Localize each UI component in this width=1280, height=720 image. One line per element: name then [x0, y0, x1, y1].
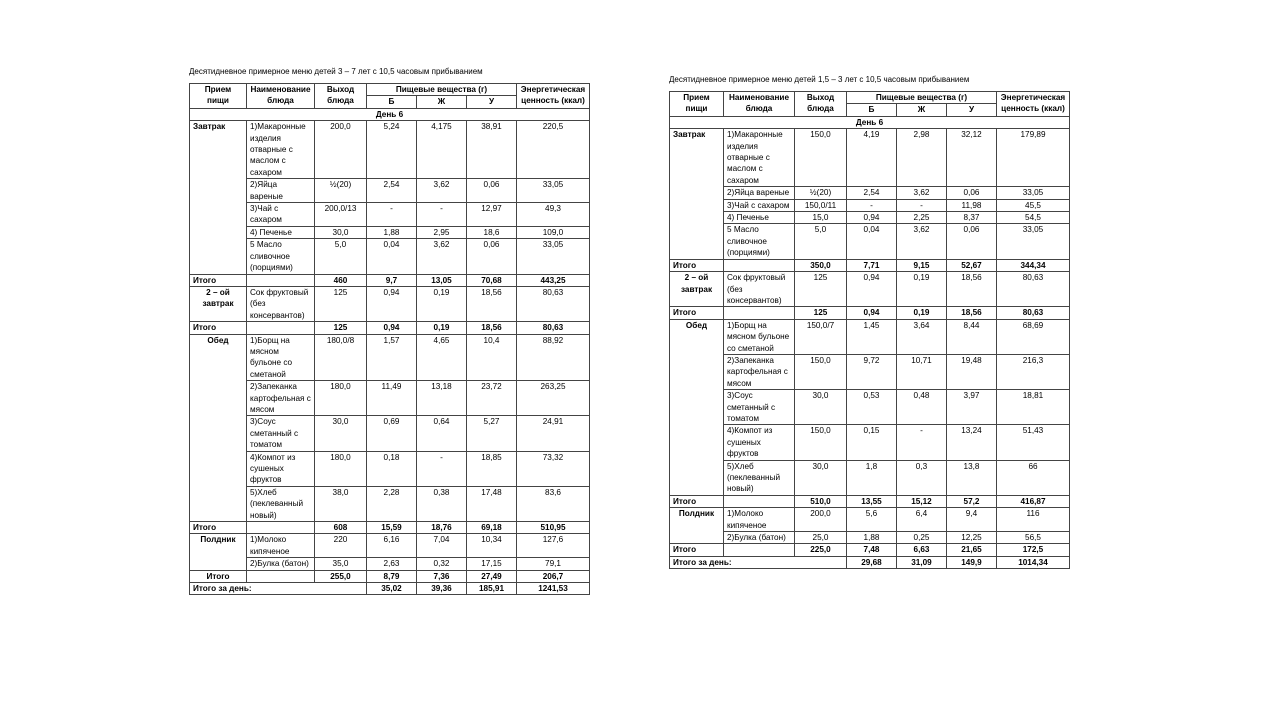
carbs-cell: 13,24 [947, 425, 997, 460]
menu-table-body [190, 108, 590, 595]
dish-name-cell: Сок фруктовый (без консервантов) [724, 272, 795, 307]
total-label: Итого [190, 570, 247, 582]
menu-row [670, 129, 1070, 187]
energy-cell: 45,5 [997, 199, 1070, 211]
energy-cell: 416,87 [997, 495, 1070, 507]
total-label: Итого за день: [190, 583, 367, 595]
protein-cell: 11,49 [367, 381, 417, 416]
energy-cell: 66 [997, 460, 1070, 495]
protein-cell: - [847, 199, 897, 211]
dish-name-cell: 5)Хлеб (пеклеванный новый) [724, 460, 795, 495]
fat-cell: 0,25 [897, 532, 947, 544]
yield-cell: ½(20) [315, 179, 367, 203]
dish-name-cell: 2)Яйца вареные [247, 179, 315, 203]
fat-cell: 15,12 [897, 495, 947, 507]
menu-row [190, 121, 590, 179]
yield-cell: 30,0 [795, 390, 847, 425]
fat-cell: 4,175 [417, 121, 467, 179]
protein-cell: 0,18 [367, 451, 417, 486]
energy-cell: 83,6 [517, 486, 590, 521]
protein-cell: 9,7 [367, 274, 417, 286]
yield-cell: 255,0 [315, 570, 367, 582]
protein-cell: 1,8 [847, 460, 897, 495]
header-meal: Прием пищи [190, 84, 247, 109]
total-label: Итого за день: [670, 556, 847, 568]
fat-cell: 31,09 [897, 556, 947, 568]
carbs-cell: 0,06 [947, 224, 997, 259]
header-nutrients: Пищевые вещества (г) [847, 92, 997, 104]
dish-name-cell: 1)Макаронные изделия отварные с маслом с сахаром [724, 129, 795, 187]
menu-table [669, 91, 1070, 569]
carbs-cell: 17,15 [467, 558, 517, 570]
menu-row [670, 425, 1070, 460]
empty-cell [724, 259, 795, 271]
header-fat: Ж [897, 104, 947, 116]
protein-cell: 0,69 [367, 416, 417, 451]
carbs-cell: 0,06 [467, 179, 517, 203]
carbs-cell: 149,9 [947, 556, 997, 568]
protein-cell: 0,15 [847, 425, 897, 460]
meal-total-row [190, 274, 590, 286]
fat-cell: 2,98 [897, 129, 947, 187]
fat-cell: - [897, 425, 947, 460]
total-label: Итого [670, 307, 724, 319]
yield-cell: 180,0 [315, 381, 367, 416]
dish-name-cell: 3)Чай с сахаром [247, 203, 315, 227]
energy-cell: 220,5 [517, 121, 590, 179]
protein-cell: 2,63 [367, 558, 417, 570]
energy-cell: 56,5 [997, 532, 1070, 544]
menu-panel-1-5-3 [669, 75, 1069, 569]
fat-cell: - [897, 199, 947, 211]
header-energy: Энергетическая ценность (ккал) [517, 84, 590, 109]
energy-cell: 73,32 [517, 451, 590, 486]
menu-row [190, 381, 590, 416]
meal-total-row [670, 544, 1070, 556]
yield-cell: 150,0/11 [795, 199, 847, 211]
fat-cell: 9,15 [897, 259, 947, 271]
yield-cell: 125 [795, 272, 847, 307]
yield-cell: 200,0/13 [315, 203, 367, 227]
protein-cell: 0,94 [367, 322, 417, 334]
dish-name-cell: 2)Булка (батон) [724, 532, 795, 544]
header-protein: Б [367, 96, 417, 108]
carbs-cell: 32,12 [947, 129, 997, 187]
yield-cell: 460 [315, 274, 367, 286]
energy-cell: 109,0 [517, 226, 590, 238]
yield-cell: 200,0 [315, 121, 367, 179]
yield-cell: 15,0 [795, 212, 847, 224]
protein-cell: 4,19 [847, 129, 897, 187]
carbs-cell: 0,06 [947, 187, 997, 199]
carbs-cell: 8,37 [947, 212, 997, 224]
menu-table [189, 83, 590, 595]
carbs-cell: 18,56 [947, 272, 997, 307]
meal-total-row [670, 495, 1070, 507]
fat-cell: 2,25 [897, 212, 947, 224]
fat-cell: - [417, 451, 467, 486]
carbs-cell: 57,2 [947, 495, 997, 507]
energy-cell: 1241,53 [517, 583, 590, 595]
energy-cell: 88,92 [517, 334, 590, 381]
dish-name-cell: 4) Печенье [247, 226, 315, 238]
yield-cell: 5,0 [795, 224, 847, 259]
carbs-cell: 10,4 [467, 334, 517, 381]
fat-cell: 0,48 [897, 390, 947, 425]
yield-cell: 150,0 [795, 129, 847, 187]
carbs-cell: 9,4 [947, 508, 997, 532]
protein-cell: 5,6 [847, 508, 897, 532]
dish-name-cell: 2)Запеканка картофельная с мясом [247, 381, 315, 416]
fat-cell: 4,65 [417, 334, 467, 381]
carbs-cell: 12,97 [467, 203, 517, 227]
empty-cell [724, 544, 795, 556]
dish-name-cell: 3)Чай с сахаром [724, 199, 795, 211]
day-label: День 6 [190, 108, 590, 120]
protein-cell: 7,48 [847, 544, 897, 556]
yield-cell: 35,0 [315, 558, 367, 570]
energy-cell: 172,5 [997, 544, 1070, 556]
header-carbs: У [947, 104, 997, 116]
fat-cell: 2,95 [417, 226, 467, 238]
carbs-cell: 69,18 [467, 522, 517, 534]
energy-cell: 33,05 [517, 239, 590, 274]
menu-row [190, 286, 590, 321]
header-dish: Наименование блюда [724, 92, 795, 117]
dish-name-cell: 5 Масло сливочное (порциями) [724, 224, 795, 259]
yield-cell: 150,0 [795, 425, 847, 460]
yield-cell: 220 [315, 534, 367, 558]
empty-cell [724, 495, 795, 507]
fat-cell: 6,63 [897, 544, 947, 556]
carbs-cell: 27,49 [467, 570, 517, 582]
meal-name-cell: Обед [670, 319, 724, 495]
energy-cell: 80,63 [997, 307, 1070, 319]
dish-name-cell: 2)Булка (батон) [247, 558, 315, 570]
energy-cell: 80,63 [517, 286, 590, 321]
yield-cell: 5,0 [315, 239, 367, 274]
protein-cell: 0,04 [367, 239, 417, 274]
energy-cell: 179,89 [997, 129, 1070, 187]
carbs-cell: 5,27 [467, 416, 517, 451]
fat-cell: 6,4 [897, 508, 947, 532]
carbs-cell: 10,34 [467, 534, 517, 558]
empty-cell [247, 570, 315, 582]
energy-cell: 443,25 [517, 274, 590, 286]
fat-cell: 3,62 [417, 179, 467, 203]
carbs-cell: 13,8 [947, 460, 997, 495]
fat-cell: 0,19 [417, 286, 467, 321]
menu-row [670, 354, 1070, 389]
yield-cell: 150,0 [795, 354, 847, 389]
menu-row [190, 334, 590, 381]
menu-row [190, 179, 590, 203]
carbs-cell: 19,48 [947, 354, 997, 389]
energy-cell: 510,95 [517, 522, 590, 534]
carbs-cell: 8,44 [947, 319, 997, 354]
meal-total-row [190, 322, 590, 334]
carbs-cell: 52,67 [947, 259, 997, 271]
protein-cell: 2,54 [367, 179, 417, 203]
day-total-row [670, 556, 1070, 568]
carbs-cell: 185,91 [467, 583, 517, 595]
yield-cell: 38,0 [315, 486, 367, 521]
menu-row [190, 416, 590, 451]
day-total-row [190, 583, 590, 595]
protein-cell: 0,04 [847, 224, 897, 259]
menu-row [670, 212, 1070, 224]
header-carbs: У [467, 96, 517, 108]
protein-cell: 1,88 [367, 226, 417, 238]
fat-cell: 3,62 [417, 239, 467, 274]
meal-name-cell: 2 – ой завтрак [190, 286, 247, 321]
dish-name-cell: 1)Борщ на мясном бульоне со сметаной [724, 319, 795, 354]
protein-cell: 1,57 [367, 334, 417, 381]
carbs-cell: 70,68 [467, 274, 517, 286]
dish-name-cell: 2)Запеканка картофельная с мясом [724, 354, 795, 389]
meal-name-cell: 2 – ой завтрак [670, 272, 724, 307]
protein-cell: 13,55 [847, 495, 897, 507]
energy-cell: 49,3 [517, 203, 590, 227]
menu-row [670, 224, 1070, 259]
protein-cell: 15,59 [367, 522, 417, 534]
menu-row [190, 486, 590, 521]
yield-cell: 200,0 [795, 508, 847, 532]
fat-cell: 3,64 [897, 319, 947, 354]
menu-row [670, 390, 1070, 425]
yield-cell: 30,0 [315, 416, 367, 451]
header-fat: Ж [417, 96, 467, 108]
dish-name-cell: 1)Молоко кипяченое [724, 508, 795, 532]
header-yield: Выход блюда [795, 92, 847, 117]
menu-row [670, 508, 1070, 532]
menu-row [190, 226, 590, 238]
energy-cell: 18,81 [997, 390, 1070, 425]
menu-title: Десятидневное примерное меню детей 1,5 – 3 лет с 10,5 часовым прибыванием [669, 75, 970, 84]
fat-cell: 0,32 [417, 558, 467, 570]
energy-cell: 80,63 [997, 272, 1070, 307]
energy-cell: 51,43 [997, 425, 1070, 460]
carbs-cell: 3,97 [947, 390, 997, 425]
protein-cell: 2,28 [367, 486, 417, 521]
carbs-cell: 38,91 [467, 121, 517, 179]
total-label: Итого [670, 259, 724, 271]
fat-cell: 0,19 [897, 307, 947, 319]
carbs-cell: 18,56 [947, 307, 997, 319]
carbs-cell: 21,65 [947, 544, 997, 556]
fat-cell: 18,76 [417, 522, 467, 534]
fat-cell: 3,62 [897, 224, 947, 259]
dish-name-cell: Сок фруктовый (без консервантов) [247, 286, 315, 321]
fat-cell: 0,3 [897, 460, 947, 495]
fat-cell: 13,18 [417, 381, 467, 416]
protein-cell: 1,45 [847, 319, 897, 354]
menu-row [670, 199, 1070, 211]
protein-cell: 0,94 [847, 212, 897, 224]
empty-cell [247, 322, 315, 334]
meal-name-cell: Полдник [190, 534, 247, 570]
yield-cell: 125 [795, 307, 847, 319]
dish-name-cell: 1)Борщ на мясном бульоне со сметаной [247, 334, 315, 381]
protein-cell: 1,88 [847, 532, 897, 544]
fat-cell: 0,64 [417, 416, 467, 451]
fat-cell: 0,19 [417, 322, 467, 334]
menu-panel-3-7 [189, 67, 589, 595]
energy-cell: 344,34 [997, 259, 1070, 271]
carbs-cell: 23,72 [467, 381, 517, 416]
meal-name-cell: Завтрак [190, 121, 247, 274]
total-label: Итого [190, 522, 247, 534]
protein-cell: 2,54 [847, 187, 897, 199]
protein-cell: - [367, 203, 417, 227]
meal-name-cell: Обед [190, 334, 247, 522]
protein-cell: 0,94 [847, 307, 897, 319]
meal-total-row [670, 307, 1070, 319]
yield-cell: 25,0 [795, 532, 847, 544]
dish-name-cell: 4) Печенье [724, 212, 795, 224]
header-nutrients: Пищевые вещества (г) [367, 84, 517, 96]
dish-name-cell: 1)Молоко кипяченое [247, 534, 315, 558]
carbs-cell: 18,56 [467, 322, 517, 334]
total-label: Итого [190, 322, 247, 334]
energy-cell: 1014,34 [997, 556, 1070, 568]
empty-cell [247, 274, 315, 286]
energy-cell: 33,05 [997, 224, 1070, 259]
protein-cell: 0,94 [367, 286, 417, 321]
dish-name-cell: 4)Компот из сушеных фруктов [247, 451, 315, 486]
yield-cell: ½(20) [795, 187, 847, 199]
menu-row [670, 187, 1070, 199]
fat-cell: - [417, 203, 467, 227]
protein-cell: 29,68 [847, 556, 897, 568]
menu-row [670, 532, 1070, 544]
protein-cell: 5,24 [367, 121, 417, 179]
dish-name-cell: 3)Соус сметанный с томатом [247, 416, 315, 451]
total-label: Итого [670, 495, 724, 507]
protein-cell: 9,72 [847, 354, 897, 389]
carbs-cell: 18,6 [467, 226, 517, 238]
dish-name-cell: 1)Макаронные изделия отварные с маслом с сахаром [247, 121, 315, 179]
fat-cell: 0,38 [417, 486, 467, 521]
energy-cell: 127,6 [517, 534, 590, 558]
carbs-cell: 18,85 [467, 451, 517, 486]
dish-name-cell: 3)Соус сметанный с томатом [724, 390, 795, 425]
fat-cell: 13,05 [417, 274, 467, 286]
yield-cell: 608 [315, 522, 367, 534]
header-energy: Энергетическая ценность (ккал) [997, 92, 1070, 117]
protein-cell: 0,53 [847, 390, 897, 425]
yield-cell: 510,0 [795, 495, 847, 507]
energy-cell: 54,5 [997, 212, 1070, 224]
empty-cell [247, 522, 315, 534]
menu-row [670, 460, 1070, 495]
yield-cell: 30,0 [315, 226, 367, 238]
carbs-cell: 11,98 [947, 199, 997, 211]
meal-total-row [190, 522, 590, 534]
meal-name-cell: Завтрак [670, 129, 724, 259]
fat-cell: 39,36 [417, 583, 467, 595]
energy-cell: 263,25 [517, 381, 590, 416]
yield-cell: 180,0 [315, 451, 367, 486]
yield-cell: 150,0/7 [795, 319, 847, 354]
menu-row [190, 451, 590, 486]
carbs-cell: 18,56 [467, 286, 517, 321]
fat-cell: 0,19 [897, 272, 947, 307]
energy-cell: 68,69 [997, 319, 1070, 354]
meal-name-cell: Полдник [670, 508, 724, 544]
yield-cell: 225,0 [795, 544, 847, 556]
yield-cell: 125 [315, 322, 367, 334]
meal-total-row [190, 570, 590, 582]
fat-cell: 10,71 [897, 354, 947, 389]
energy-cell: 116 [997, 508, 1070, 532]
protein-cell: 0,94 [847, 272, 897, 307]
header-meal: Прием пищи [670, 92, 724, 117]
total-label: Итого [670, 544, 724, 556]
fat-cell: 7,36 [417, 570, 467, 582]
header-dish: Наименование блюда [247, 84, 315, 109]
energy-cell: 33,05 [997, 187, 1070, 199]
fat-cell: 3,62 [897, 187, 947, 199]
dish-name-cell: 5 Масло сливочное (порциями) [247, 239, 315, 274]
protein-cell: 6,16 [367, 534, 417, 558]
total-label: Итого [190, 274, 247, 286]
yield-cell: 30,0 [795, 460, 847, 495]
energy-cell: 24,91 [517, 416, 590, 451]
protein-cell: 7,71 [847, 259, 897, 271]
menu-row [190, 558, 590, 570]
menu-row [670, 272, 1070, 307]
energy-cell: 79,1 [517, 558, 590, 570]
energy-cell: 206,7 [517, 570, 590, 582]
protein-cell: 35,02 [367, 583, 417, 595]
carbs-cell: 17,48 [467, 486, 517, 521]
empty-cell [724, 307, 795, 319]
menu-row [670, 319, 1070, 354]
dish-name-cell: 2)Яйца вареные [724, 187, 795, 199]
carbs-cell: 0,06 [467, 239, 517, 274]
protein-cell: 8,79 [367, 570, 417, 582]
yield-cell: 350,0 [795, 259, 847, 271]
energy-cell: 216,3 [997, 354, 1070, 389]
day-label: День 6 [670, 116, 1070, 128]
energy-cell: 33,05 [517, 179, 590, 203]
energy-cell: 80,63 [517, 322, 590, 334]
menu-row [190, 534, 590, 558]
yield-cell: 125 [315, 286, 367, 321]
menu-title: Десятидневное примерное меню детей 3 – 7 лет с 10,5 часовым прибыванием [189, 67, 483, 76]
dish-name-cell: 5)Хлеб (пеклеванный новый) [247, 486, 315, 521]
dish-name-cell: 4)Компот из сушеных фруктов [724, 425, 795, 460]
yield-cell: 180,0/8 [315, 334, 367, 381]
header-yield: Выход блюда [315, 84, 367, 109]
menu-row [190, 239, 590, 274]
header-protein: Б [847, 104, 897, 116]
menu-row [190, 203, 590, 227]
fat-cell: 7,04 [417, 534, 467, 558]
carbs-cell: 12,25 [947, 532, 997, 544]
meal-total-row [670, 259, 1070, 271]
menu-table-body [670, 116, 1070, 568]
